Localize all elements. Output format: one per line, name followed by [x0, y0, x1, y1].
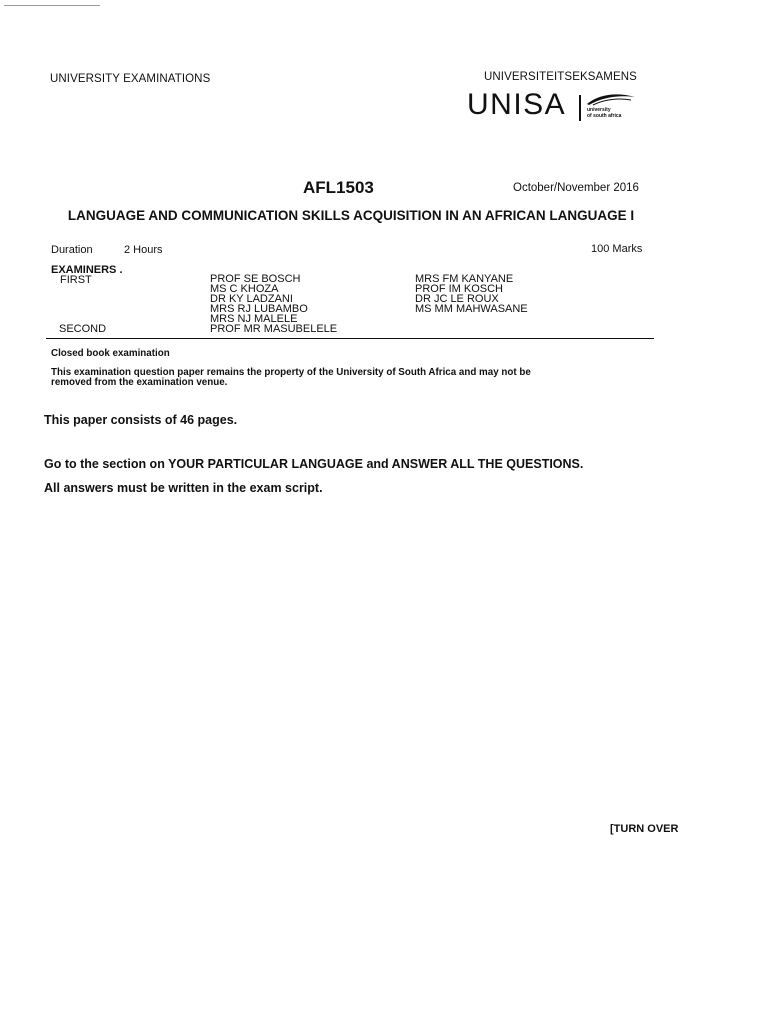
turn-over: [TURN OVER — [610, 823, 679, 835]
duration-label: Duration — [51, 244, 93, 256]
examiner-name: DR KY LADZANI — [210, 293, 293, 305]
duration-value: 2 Hours — [124, 244, 163, 256]
header-left: UNIVERSITY EXAMINATIONS — [50, 73, 211, 85]
examiner-name: MRS RJ LUBAMBO — [210, 303, 308, 315]
header-right: UNIVERSITEITSEKSAMENS — [484, 71, 637, 83]
logo-text-line1: university — [587, 107, 611, 113]
pages-note: This paper consists of 46 pages. — [44, 413, 238, 427]
course-code: AFL1503 — [303, 178, 374, 197]
closed-book-note: Closed book examination — [51, 348, 170, 359]
first-label: FIRST — [60, 274, 92, 286]
examiner-name: MRS FM KANYANE — [415, 273, 514, 285]
first-examiners-col2 — [415, 274, 528, 314]
first-examiners-col1 — [210, 274, 308, 324]
examiner-name: DR JC LE ROUX — [415, 293, 499, 305]
examiner-name: PROF IM KOSCH — [415, 283, 504, 295]
property-note-line2: removed from the examination venue. — [51, 377, 228, 388]
examiners-heading: EXAMINERS . — [51, 264, 123, 276]
examiner-name: MRS NJ MALELE — [210, 313, 298, 325]
second-label: SECOND — [59, 323, 107, 335]
total-marks: 100 Marks — [591, 243, 643, 255]
paper-title: LANGUAGE AND COMMUNICATION SKILLS ACQUISITION IN AN AFRICAN LANGUAGE I — [67, 208, 635, 223]
examiner-name: MS MM MAHWASANE — [415, 303, 528, 315]
exam-date: October/November 2016 — [513, 182, 639, 194]
logo-divider — [579, 95, 581, 121]
section-instruction: Go to the section on YOUR PARTICULAR LANGUAGE and ANSWER ALL THE QUESTIONS. — [44, 457, 584, 471]
logo-word: UNISA — [467, 88, 567, 121]
examiner-name: MS C KHOZA — [210, 283, 279, 295]
divider-rule — [46, 338, 654, 339]
logo-swoosh-icon — [585, 92, 637, 106]
property-note-line1: This examination question paper remains the property of the University of South Africa and may not be — [51, 367, 531, 378]
second-examiner: PROF MR MASUBELELE — [210, 323, 338, 335]
answers-instruction: All answers must be written in the exam script. — [44, 481, 323, 495]
examiner-name: PROF SE BOSCH — [210, 273, 301, 285]
logo-text-line2: of south africa — [587, 113, 622, 119]
top-edge-line — [4, 5, 100, 6]
